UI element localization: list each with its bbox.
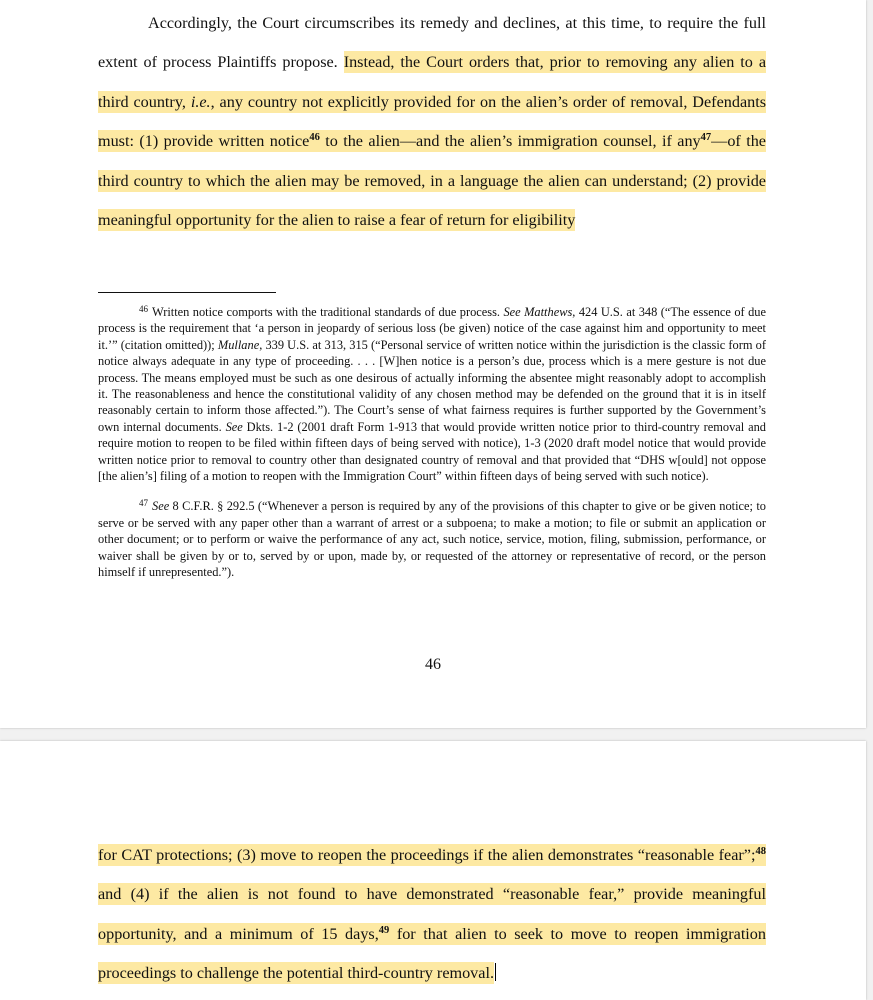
footnote-46[interactable]: $^{46}$ Written notice comports with the traditional standards of due process. See Matthews, 424 U.S. at 348 (“The essence of due process is the requirement that ‘a person in jeopardy of serious loss (be given) notice of the case against him and opportunity to meet it.’” (citation omitted)); Mullane, 339 U.S. at 313, 315 (“Personal service of written notice within the jurisdiction is the classic form of notice always adequate in any type of proceeding. . . . [W]hen notice is a person’s due, process which is a mere gesture is not due process. The means employed must be such as one desirous of actually informing the absentee might reasonably adopt to accomplish it. The reasonableness and hence the constitutional validity of any chosen method may be defended on the ground that it is in itself reasonably certain to inform those affected.”). The Court’s sense of what fairness requires is further supported by the Government’s own internal documents. See Dkts. 1-2 (2001 draft Form 1-913 that would provide written notice prior to third-country removal and require motion to reopen to be filed within fifteen days of being served with notice), 1-3 (2020 draft model notice that would provide written notice prior to removal to country other than designated country of removal and that provided that “DHS w[ould] not oppose [the alien’s] filing of a motion to reopen with the Immigration Court” within fifteen days of being served with such notice). bbox=[98, 304, 766, 484]
body-paragraph[interactable] bbox=[98, 4, 766, 240]
footnote-ref-49[interactable]: 49 bbox=[378, 924, 390, 936]
footnotes bbox=[98, 304, 766, 595]
page-number: 46 bbox=[425, 656, 441, 673]
body-paragraph-continued[interactable] bbox=[98, 836, 766, 994]
footnote-47[interactable]: $^{47}$ See 8 C.F.R. § 292.5 (“Whenever a person is required by any of the provisions of this chapter to give or be given notice; to serve or be served with any paper other than a warrant of arrest or a subpoena; to make a motion; to file or submit an application or other document; or to perform or waive the performance of any act, such notice, service, motion, filing, submission, performance, or waiver shall be given by or to, served by or upon, made by, or requested of the attorney or representative of record, or the person himself if unrepresented.”). bbox=[98, 498, 766, 580]
highlighted-text[interactable]: Instead, the Court orders that, prior to removing any alien to a third country, i.e., any country not explicitly provided for on the alien’s order of removal, Defendants must: (1) provide written notice$^{46}$ to the alien—and the alien’s immigration counsel, if any$^{47}$—of the third country to which the alien may be removed, in a language the alien can understand; (2) provide meaningful opportunity for the alien to raise a fear of return for eligibility bbox=[98, 53, 767, 230]
footnote-ref-48[interactable]: 48 bbox=[755, 846, 766, 857]
footnote-ref-46[interactable]: 46 bbox=[309, 132, 320, 144]
footnote-separator bbox=[98, 292, 276, 293]
text-cursor bbox=[495, 963, 496, 981]
document-page-47 bbox=[0, 741, 866, 1000]
highlighted-text[interactable]: for CAT protections; (3) move to reopen the proceedings if the alien demonstrates “reasonable fear”;$^{48}$ and (4) if the alien is not found to have demonstrated “reasonable fear,” provide meaningful opportunity, and a minimum of 15 days,$^{49}$ for that alien to seek to move to reopen immigration proceedings to challenge the potential third-country removal. bbox=[98, 846, 766, 983]
paragraph-text: Accordingly, the Court circumscribes its remedy and declines, at this time, to require the full extent of process Plaintiffs propose. bbox=[98, 14, 766, 72]
footnote-number: 46 bbox=[139, 304, 148, 314]
footnote-ref-47[interactable]: 47 bbox=[700, 132, 712, 144]
footnote-number: 47 bbox=[139, 498, 148, 509]
